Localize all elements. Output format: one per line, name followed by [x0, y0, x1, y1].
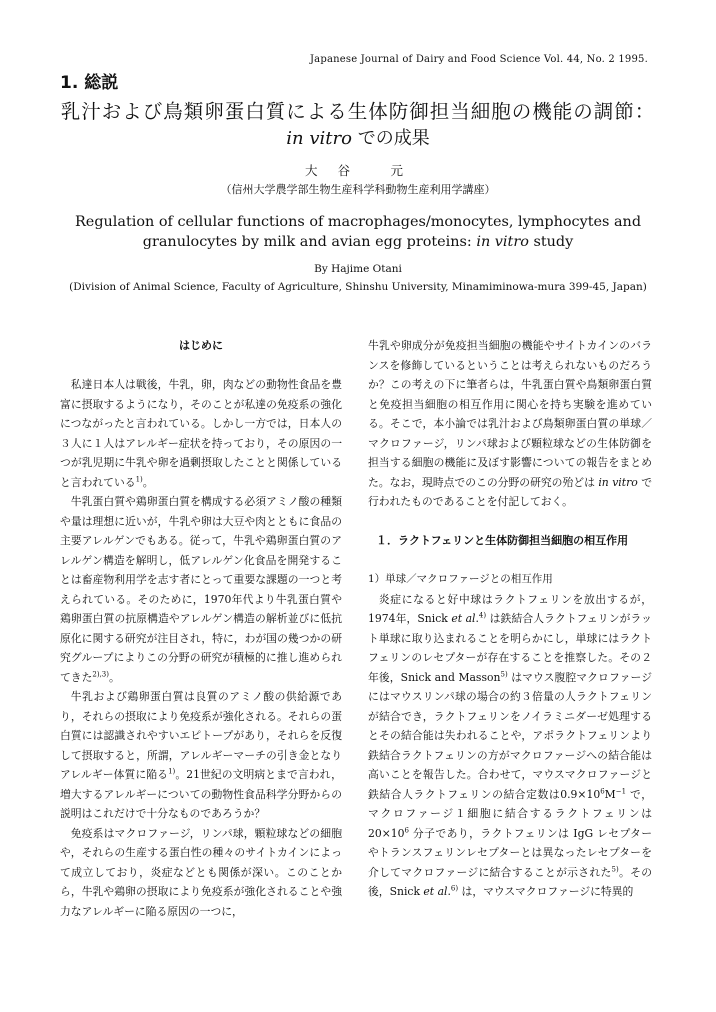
intro-heading: はじめに: [179, 339, 223, 352]
title-en-tail: study: [528, 234, 574, 250]
title-italic: in vitro: [286, 128, 352, 149]
affiliation-japanese: （信州大学農学部生物生産科学科動物生産利用学講座）: [220, 183, 496, 196]
title-english: [58, 212, 658, 252]
paragraph: 私達日本人は戦後，牛乳，卵，肉などの動物性食品を豊富に摂取するようになり，そのことが私達の免疫系の強化につながったと言われている。しかし一方では，日本人の３人に１人はアレルギー症状を持っており，その原因の一つが乳児期に牛乳や卵を過剰摂取したことと関係していると言われている$^{1)}$。: [60, 378, 342, 489]
title-japanese: 乳汁および鳥類卵蛋白質による生体防御担当細胞の機能の調節：: [60, 100, 656, 123]
subsection-heading: 1）単球／マクロファージとの相互作用: [368, 573, 553, 585]
journal-citation: Japanese Journal of Dairy and Food Science Vol. 44, No. 2 1995.: [309, 54, 648, 65]
paragraph: 牛乳および鶏卵蛋白質は良質のアミノ酸の供給源であり，それらの摂取により免疫系が強化される。それらの蛋白質には認識されやすいエピトープがあり，それらを反復して摂取すると，所謂，アレルギーマーチの引き金となりアレルギー体質に陥る$^{1)}$。21世紀の文明病とまで言われ，増大するアレルギーについての動物性食品科学分野からの説明はこれだけで十分なものであろうか？: [60, 690, 342, 820]
section-label: 1. 総説: [60, 73, 119, 93]
section-heading: １．ラクトフェリンと生体防御担当細胞の相互作用: [376, 534, 629, 547]
affiliation-english: (Division of Animal Science, Faculty of Agriculture, Shinshu University, Minamiminowa-mura 399-45, Japan): [69, 281, 647, 293]
left-column: [60, 336, 342, 921]
author-japanese: 大 谷 元: [305, 163, 411, 178]
title-en-main: Regulation of cellular functions of macrophages/monocytes, lymphocytes and granulocytes by milk and avian egg proteins:: [74, 214, 642, 250]
paragraph: 免疫系はマクロファージ，リンパ球，顆粒球などの細胞や，それらの生産する蛋白性の種々のサイトカインによって成立しており，炎症などとも関係が深い。このことから，牛乳や鶏卵の摂取により免疫系が強化されることや強力なアレルギーに陥る原因の一つに，: [60, 826, 342, 918]
paragraph: 牛乳や卵成分が免疫担当細胞の機能やサイトカインのバランスを修飾しているということは考えられないものだろうか？この考えの下に筆者らは，牛乳蛋白質や鳥類卵蛋白質と免疫担当細胞の相互作用に関心を持ち実験を進めている。そこで，本小論では乳汁および鳥類卵蛋白質の単球／マクロファージ，リンパ球および顆粒球などの生体防御を担当する細胞の機能に及ぼす影響についての報告をまとめた。なお，現時点でのこの分野の研究の殆どは in vitro で行われたものであることを付記しておく。: [368, 339, 652, 508]
author-english: By Hajime Otani: [314, 263, 402, 275]
paragraph: 牛乳蛋白質や鶏卵蛋白質を構成する必須アミノ酸の種類や量は理想に近いが，牛乳や卵は大豆や肉とともに食品の主要アレルゲンでもある。従って，牛乳や鶏卵蛋白質のアレルゲン構造を解明し，低アレルゲン化食品を開発することは畜産物利用学を志す者にとって重要な課題の一つと考えられている。そのために，1970年代より牛乳蛋白質や鶏卵蛋白質の抗原構造やアレルゲン構造の解析並びに低抗原化に関する研究が注目され，特に，わが国の幾つかの研究グループによりこの分野の研究が積極的に推し進められてきた$^{2),3)}$。: [60, 495, 342, 684]
title-en-italic: in vitro: [476, 234, 529, 250]
title-rest: での成果: [351, 128, 430, 149]
title-japanese-line2: [0, 124, 716, 150]
right-column: [368, 336, 652, 902]
paragraph: 炎症になると好中球はラクトフェリンを放出するが，1974年，Snick et al.$^{4)}$ は鉄結合人ラクトフェリンがラット単球に取り込まれることを明らかにし，単球にはラクトフェリンのレセプターが存在することを推察した。その２年後，Snick and Masson$^{5)}$ はマウス腹腔マクロファージにはマウスリンパ球の場合の約３倍量の人ラクトフェリンが結合でき，ラクトフェリンをノイラミニダーゼ処理するとその結合能は失われることや，アポラクトフェリンより鉄結合ラクトフェリンの方がマクロファージへの結合能は高いことを報告した。合わせて，マウスマクロファージと鉄結合人ラクトフェリンの結合定数は$0.9\times 10^6M^{-1}$ で，マクロファージ１細胞に結合するラクトフェリンは$20\times 10^6$ 分子であり，ラクトフェリンは IgG レセプターやトランスフェリンレセプターとは異なったレセプターを介してマクロファージに結合することが示された$^{5)}$。その後，Snick et al.$^{6)}$ は，マウスマクロファージに特異的: [368, 592, 653, 898]
